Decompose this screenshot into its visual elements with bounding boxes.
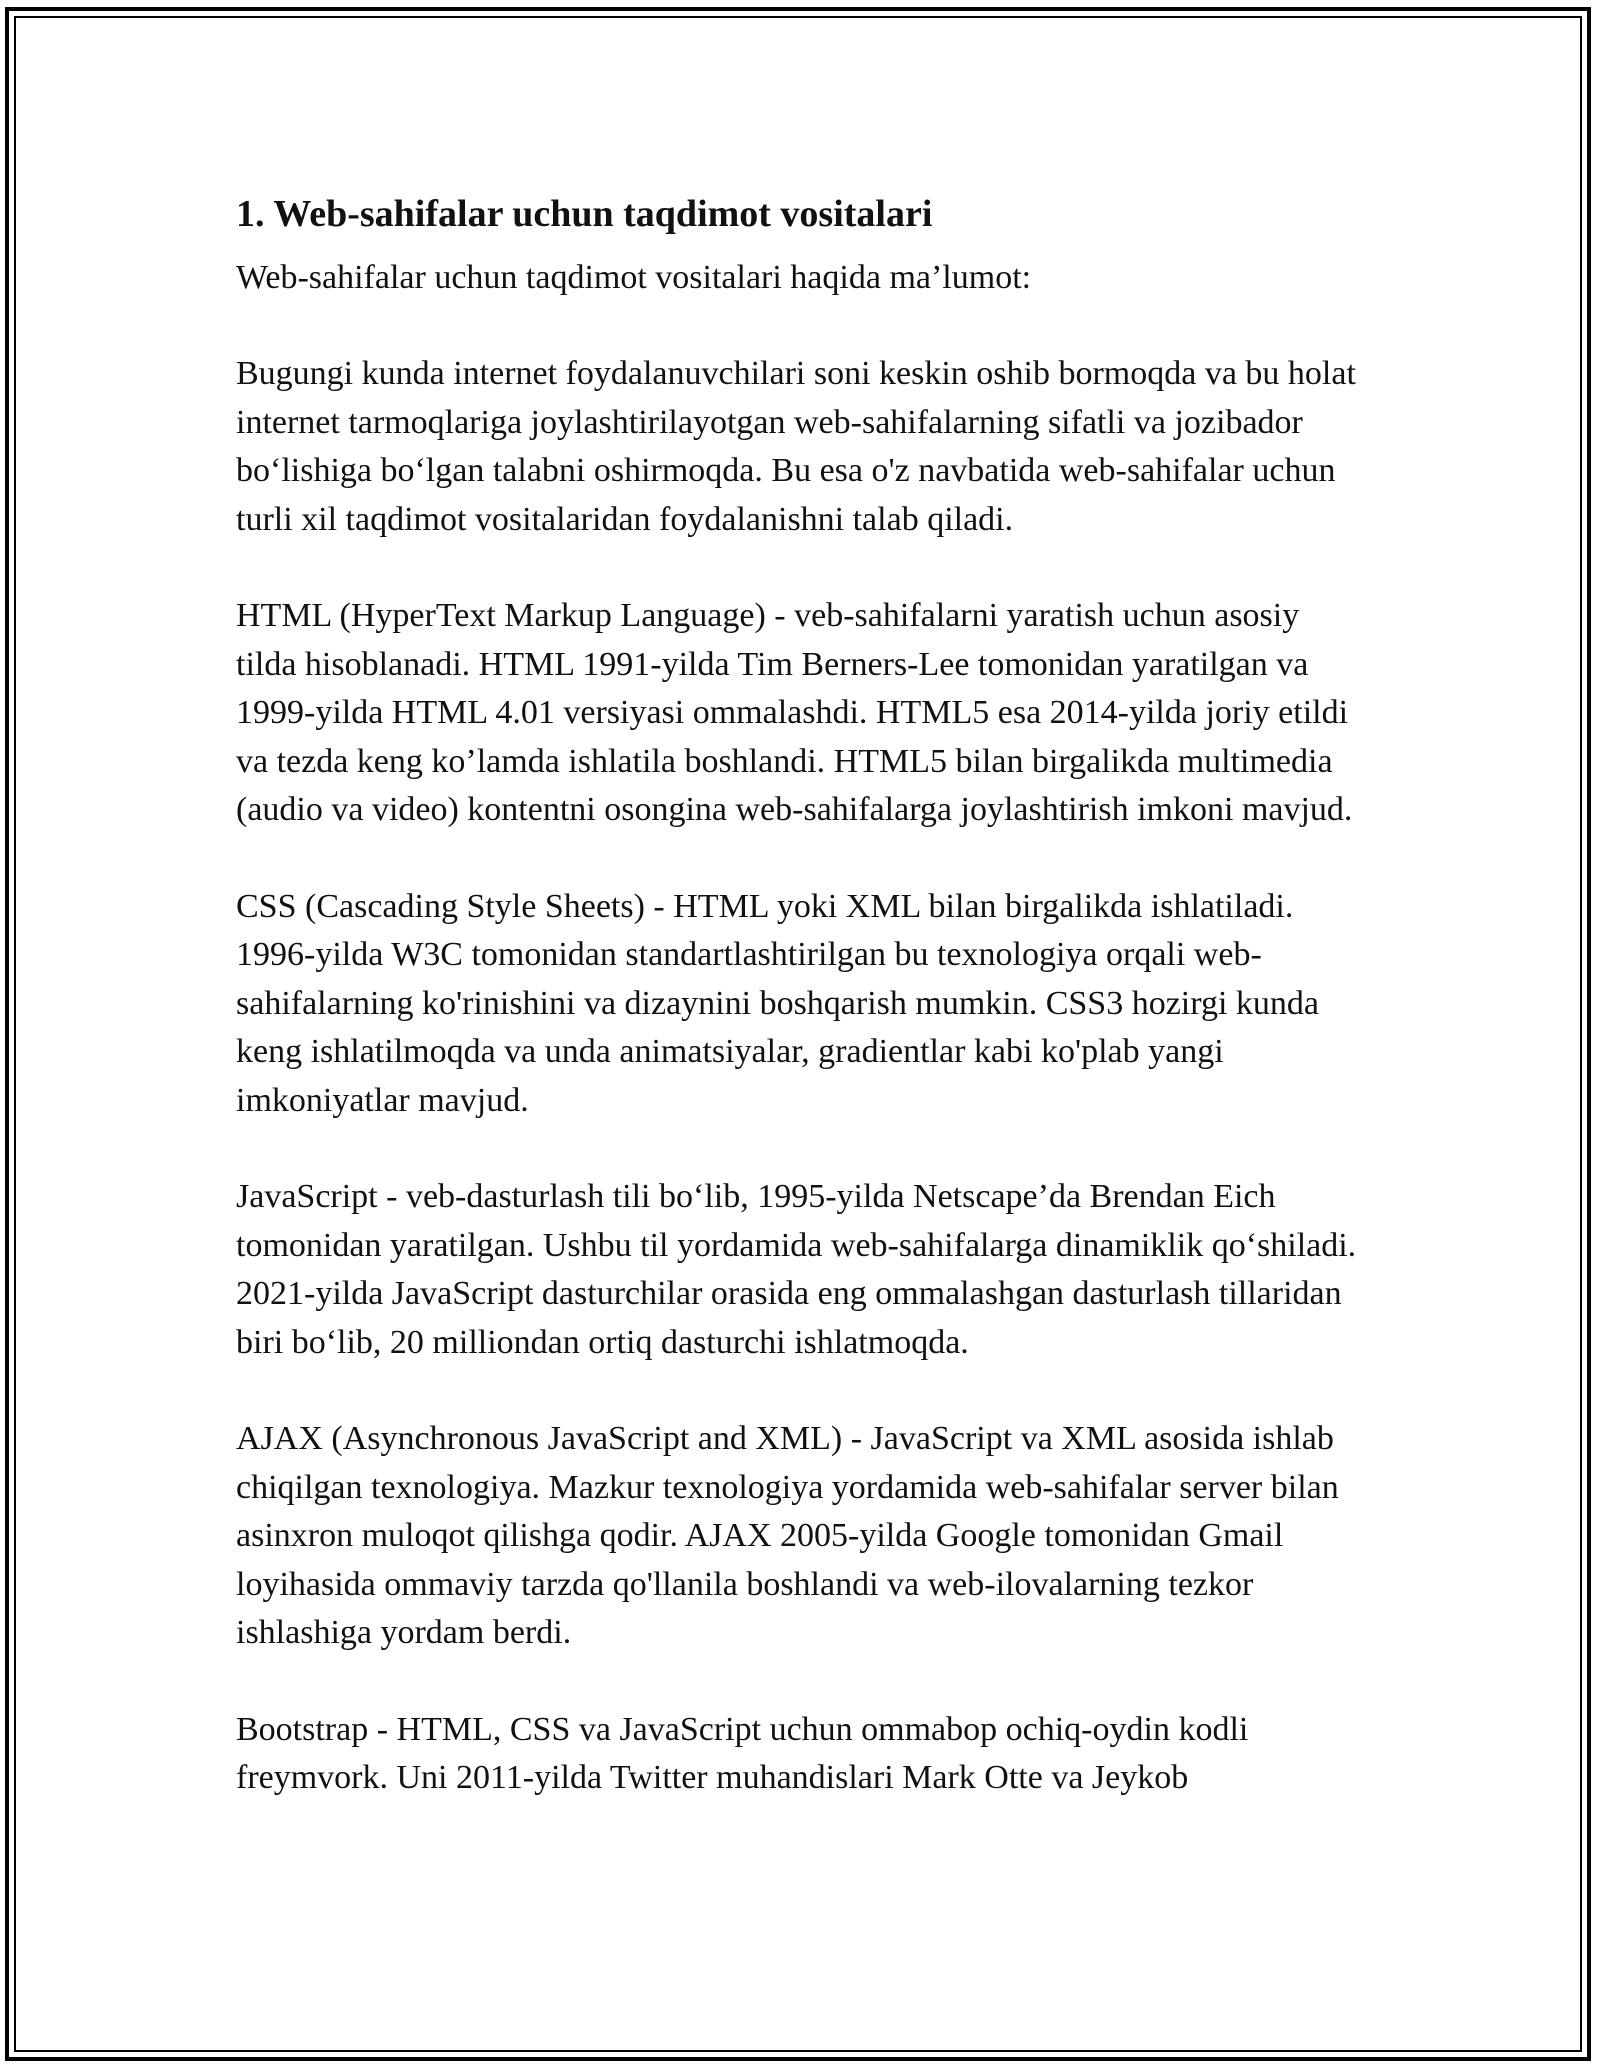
paragraph-ajax: AJAX (Asynchronous JavaScript and XML) - JavaScript va XML asosida ishlab chiqilgan texnologiya. Mazkur texnologiya yordamida web-sahifalar server bilan asinxron muloqot qilishga qodir. AJAX 2005-yilda Google tomonidan Gmail loyihasida ommaviy tarzda qo'llanila boshlandi va web-ilovalarning tezkor ishlashiga yordam berdi. <box>236 1420 1339 1651</box>
paragraph-javascript: JavaScript - veb-dasturlash tili bo‘lib, 1995-yilda Netscape’da Brendan Eich tomonidan yaratilgan. Ushbu til yordamida web-sahifalarga dinamiklik qo‘shiladi. 2021-yilda JavaScript dasturchilar orasida eng ommalashgan dasturlash tillaridan biri bo‘lib, 20 milliondan ortiq dasturchi ishlatmoqda. <box>236 1178 1357 1361</box>
paragraph-html: HTML (HyperText Markup Language) - veb-sahifalarni yaratish uchun asosiy tilda hisoblanadi. HTML 1991-yilda Tim Berners-Lee tomonidan yaratilgan va 1999-yilda HTML 4.01 versiyasi ommalashdi. HTML5 esa 2014-yilda joriy etildi va tezda keng ko’lamda ishlatila boshlandi. HTML5 bilan birgalikda multimedia (audio va video) kontentni osongina web-sahifalarga joylashtirish imkoni mavjud. <box>236 597 1353 828</box>
section-heading: 1. Web-sahifalar uchun taqdimot vositalari <box>236 193 933 235</box>
paragraph-internet-growth: Bugungi kunda internet foydalanuvchilari soni keskin oshib bormoqda va bu holat internet tarmoqlariga joylashtirilayotgan web-sahifalarning sifatli va jozibador bo‘lishiga bo‘lgan talabni oshirmoqda. Bu esa o'z navbatida web-sahifalar uchun turli xil taqdimot vositalaridan foydalanishni talab qiladi. <box>236 355 1356 538</box>
paragraph-bootstrap: Bootstrap - HTML, CSS va JavaScript uchun ommabop ochiq-oydin kodli freymvork. Uni 2011-yilda Twitter muhandislari Mark Otte va Jeykob <box>236 1710 1249 1796</box>
intro-paragraph: Web-sahifalar uchun taqdimot vositalari haqida ma’lumot: <box>236 259 1032 296</box>
paragraph-css: CSS (Cascading Style Sheets) - HTML yoki XML bilan birgalikda ishlatiladi. 1996-yilda W3C tomonidan standartlashtirilgan bu texnologiya orqali web-sahifalarning ko'rinishini va dizaynini boshqarish mumkin. CSS3 hozirgi kunda keng ishlatilmoqda va unda animatsiyalar, gradientlar kabi ko'plab yangi imkoniyatlar mavjud. <box>236 887 1320 1119</box>
document-body <box>236 186 1366 1803</box>
